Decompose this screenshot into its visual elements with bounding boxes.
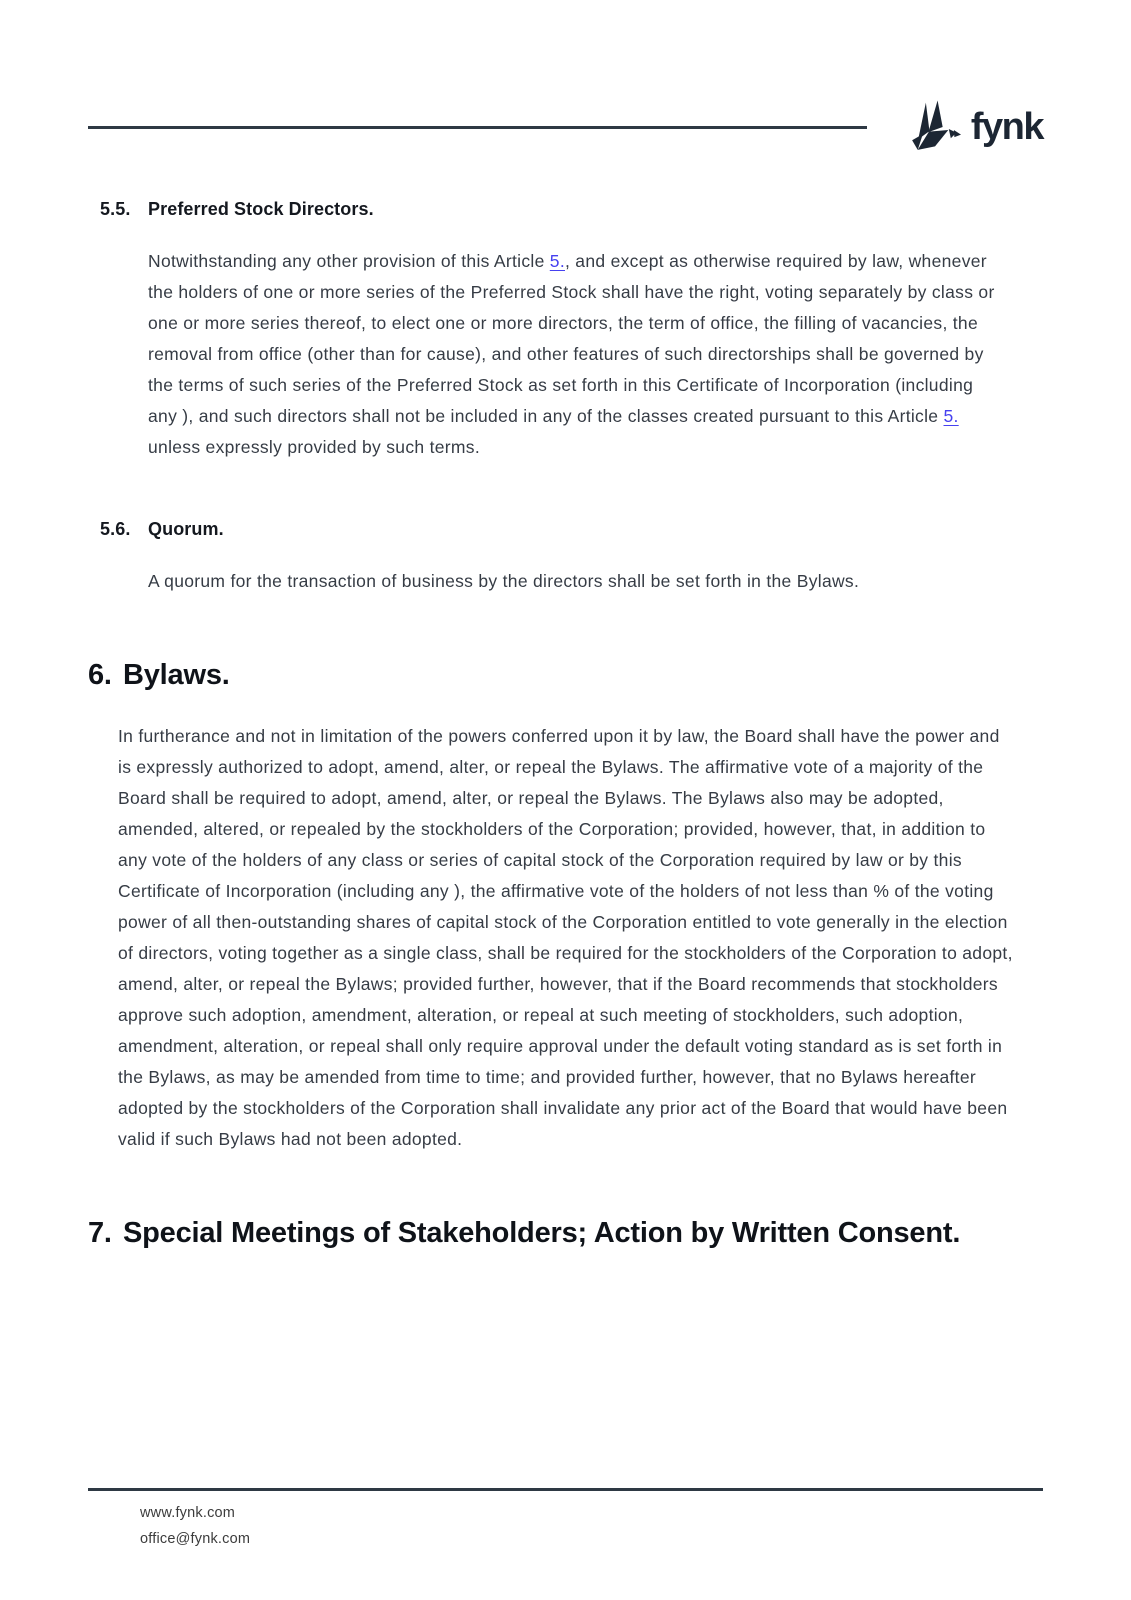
section-5-6: [88, 519, 1043, 597]
origami-crane-icon: [905, 97, 961, 157]
paragraph-text: , and except as otherwise required by law, whenever the holders of one or more series of the Preferred Stock shall have the right, voting separately by class or one or more series thereof, to elect one or more directors, the term of office, the filling of vacancies, the removal from office (other than for cause), and other features of such directorships shall be governed by the terms of such series of the Preferred Stock as set forth in this Certificate of Incorporation (including any ), and such directors shall not be included in any of the classes created pursuant to this Article: [148, 251, 995, 426]
heading-number: 7.: [88, 1217, 112, 1250]
heading-number: 6.: [88, 659, 112, 691]
header-rule: [88, 126, 867, 129]
section-6-heading: [88, 657, 1043, 693]
paragraph-text: Notwithstanding any other provision of this Article: [148, 251, 550, 271]
section-5-5-heading: [88, 199, 1043, 220]
footer-email-link[interactable]: office@fynk.com: [140, 1531, 251, 1547]
section-5-6-heading: [88, 519, 1043, 540]
section-7-heading: [88, 1215, 1043, 1251]
page-header: [88, 0, 1043, 157]
fynk-logo: [905, 97, 1043, 157]
heading-number: 5.5.: [100, 199, 131, 219]
section-5-5: [88, 199, 1043, 463]
heading-title: Bylaws.: [123, 659, 230, 691]
heading-number: 5.6.: [100, 519, 131, 539]
heading-title: Preferred Stock Directors.: [148, 199, 374, 219]
section-7: [88, 1215, 1043, 1251]
heading-title: Quorum.: [148, 519, 224, 539]
footer-rule: [88, 1488, 1043, 1491]
section-5-6-paragraph: A quorum for the transaction of business by the directors shall be set forth in the Bylaws.: [148, 571, 860, 591]
section-5-5-paragraph: [148, 246, 1006, 463]
heading-title: Special Meetings of Stakeholders; Action by Written Consent.: [123, 1217, 961, 1250]
article-5-link[interactable]: 5.: [943, 406, 959, 426]
footer-website-link[interactable]: www.fynk.com: [140, 1505, 236, 1521]
section-6-paragraph: In furtherance and not in limitation of the powers conferred upon it by law, the Board shall have the power and is expressly authorized to adopt, amend, alter, or repeal the Bylaws. The affirmative vote of a majority of the Board shall be required to adopt, amend, alter, or repeal the Bylaws. The Bylaws also may be adopted, amended, altered, or repealed by the stockholders of the Corporation; provided, however, that, in addition to any vote of the holders of any class or series of capital stock of the Corporation required by law or by this Certificate of Incorporation (including any ), the affirmative vote of the holders of not less than % of the voting power of all then-outstanding shares of capital stock of the Corporation entitled to vote generally in the election of directors, voting together as a single class, shall be required for the stockholders of the Corporation to adopt, amend, alter, or repeal the Bylaws; provided further, however, that if the Board recommends that stockholders approve such adoption, amendment, alteration, or repeal at such meeting of stockholders, such adoption, amendment, alteration, or repeal shall only require approval under the default voting standard as is set forth in the Bylaws, as may be amended from time to time; and provided further, however, that no Bylaws hereafter adopted by the stockholders of the Corporation shall invalidate any prior act of the Board that would have been valid if such Bylaws had not been adopted.: [118, 726, 1013, 1150]
section-6: [88, 657, 1043, 1155]
footer-links: [140, 1500, 1043, 1552]
logo-wordmark: fynk: [970, 106, 1043, 148]
article-5-link[interactable]: 5.: [549, 251, 565, 271]
paragraph-text: unless expressly provided by such terms.: [148, 437, 480, 457]
page-footer: [88, 1488, 1043, 1552]
document-body: [88, 199, 1043, 1252]
